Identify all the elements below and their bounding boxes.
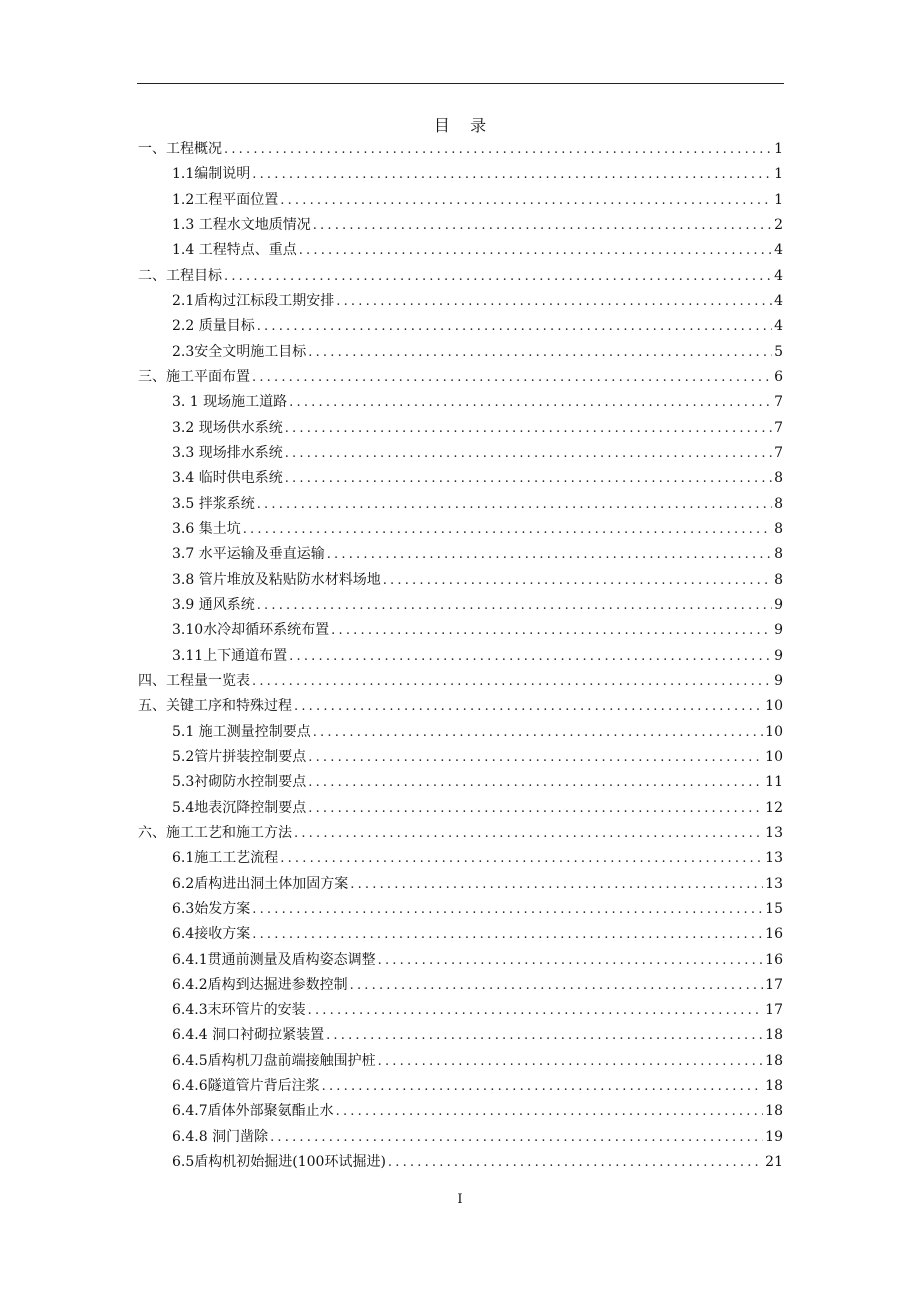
toc-entry[interactable] (138, 1049, 783, 1074)
toc-leader-dots (378, 1049, 764, 1074)
toc-leader-dots (224, 264, 772, 289)
toc-entry-page: 9 (774, 672, 783, 689)
toc-entry-label: 1.2工程平面位置 (172, 191, 279, 208)
toc-leader-dots (294, 694, 763, 719)
toc-entry-page: 10 (765, 698, 783, 715)
toc-leader-dots (313, 213, 772, 238)
toc-leader-dots (280, 846, 763, 871)
toc-leader-dots (285, 416, 772, 441)
toc-entry[interactable] (138, 872, 783, 897)
table-of-contents (138, 137, 783, 1175)
toc-entry-label: 6.4.8 洞门凿除 (172, 1128, 269, 1145)
toc-entry[interactable] (138, 720, 783, 745)
toc-entry[interactable] (138, 897, 783, 922)
toc-entry[interactable] (138, 821, 783, 846)
toc-entry-page: 17 (765, 976, 783, 993)
toc-leader-dots (280, 188, 772, 213)
toc-entry[interactable] (138, 644, 783, 669)
toc-entry-label: 3. 1 现场施工道路 (172, 394, 288, 411)
toc-entry-page: 18 (765, 1103, 783, 1120)
toc-entry-page: 9 (774, 647, 783, 664)
toc-entry[interactable] (138, 264, 783, 289)
toc-entry-page: 7 (774, 419, 783, 436)
toc-entry-page: 13 (765, 850, 783, 867)
toc-entry[interactable] (138, 441, 783, 466)
toc-entry-label: 3.8 管片堆放及粘贴防水材料场地 (172, 571, 381, 588)
toc-entry-page: 18 (765, 1078, 783, 1095)
toc-entry[interactable] (138, 340, 783, 365)
toc-leader-dots (252, 922, 763, 947)
toc-entry-page: 2 (774, 216, 783, 233)
toc-entry[interactable] (138, 137, 783, 162)
toc-leader-dots (257, 314, 772, 339)
toc-entry-label: 3.9 通风系统 (172, 596, 255, 613)
toc-entry-page: 17 (765, 1002, 783, 1019)
toc-entry[interactable] (138, 922, 783, 947)
toc-entry[interactable] (138, 492, 783, 517)
toc-entry[interactable] (138, 593, 783, 618)
toc-entry-page: 10 (765, 748, 783, 765)
toc-entry-page: 1 (774, 166, 783, 183)
toc-leader-dots (285, 441, 772, 466)
toc-entry-label: 6.5盾构机初始掘进(100环试掘进) (172, 1154, 386, 1171)
toc-entry-page: 19 (765, 1128, 783, 1145)
toc-entry[interactable] (138, 694, 783, 719)
toc-entry[interactable] (138, 796, 783, 821)
toc-entry[interactable] (138, 390, 783, 415)
toc-entry-label: 2.2 质量目标 (172, 318, 255, 335)
toc-entry-page: 7 (774, 444, 783, 461)
toc-leader-dots (285, 466, 772, 491)
page-number: I (457, 1192, 463, 1207)
toc-title: 目 录 (433, 116, 487, 135)
toc-entry[interactable] (138, 466, 783, 491)
toc-entry[interactable] (138, 1074, 783, 1099)
toc-entry-page: 1 (774, 191, 783, 208)
toc-entry-label: 6.4.5盾构机刀盘前端接触围护桩 (172, 1052, 376, 1069)
toc-leader-dots (270, 1125, 763, 1150)
toc-entry-label: 2.3安全文明施工目标 (172, 343, 307, 360)
toc-entry-page: 4 (774, 292, 783, 309)
toc-entry-label: 5.3衬砌防水控制要点 (172, 774, 307, 791)
toc-entry-page: 16 (765, 951, 783, 968)
toc-entry[interactable] (138, 770, 783, 795)
toc-leader-dots (257, 492, 772, 517)
toc-entry[interactable] (138, 289, 783, 314)
toc-entry-page: 15 (765, 900, 783, 917)
toc-entry-label: 6.4.1贯通前测量及盾构姿态调整 (172, 951, 376, 968)
toc-entry-label: 3.6 集土坑 (172, 520, 241, 537)
toc-entry-label: 5.4地表沉降控制要点 (172, 799, 307, 816)
toc-entry-label: 二、工程目标 (138, 267, 222, 284)
toc-entry-page: 18 (765, 1052, 783, 1069)
toc-entry-label: 6.4.6隧道管片背后注浆 (172, 1078, 320, 1095)
toc-entry[interactable] (138, 846, 783, 871)
toc-entry-page: 9 (774, 596, 783, 613)
toc-entry-page: 13 (765, 875, 783, 892)
toc-leader-dots (327, 542, 772, 567)
toc-leader-dots (378, 948, 764, 973)
toc-entry[interactable] (138, 1023, 783, 1048)
toc-entry-page: 4 (774, 318, 783, 335)
header-rule (137, 83, 784, 84)
toc-entry-label: 6.4.7盾体外部聚氨酯止水 (172, 1103, 334, 1120)
toc-entry[interactable] (138, 1150, 783, 1175)
toc-entry-page: 16 (765, 926, 783, 943)
toc-entry[interactable] (138, 517, 783, 542)
toc-entry[interactable] (138, 1099, 783, 1124)
toc-entry[interactable] (138, 948, 783, 973)
toc-entry-page: 8 (774, 520, 783, 537)
toc-leader-dots (299, 238, 772, 263)
toc-entry[interactable] (138, 188, 783, 213)
toc-entry-page: 18 (765, 1027, 783, 1044)
toc-leader-dots (313, 720, 763, 745)
toc-entry-label: 四、工程量一览表 (138, 672, 250, 689)
toc-entry-label: 1.4 工程特点、重点 (172, 242, 297, 259)
toc-entry[interactable] (138, 416, 783, 441)
toc-entry-label: 3.4 临时供电系统 (172, 470, 283, 487)
toc-entry-label: 5.2管片拼装控制要点 (172, 748, 307, 765)
toc-leader-dots (350, 973, 764, 998)
toc-leader-dots (252, 897, 763, 922)
toc-entry-page: 6 (774, 368, 783, 385)
toc-entry-page: 8 (774, 470, 783, 487)
toc-entry[interactable] (138, 745, 783, 770)
toc-entry-page: 4 (774, 242, 783, 259)
toc-entry-page: 8 (774, 546, 783, 563)
toc-leader-dots (331, 618, 772, 643)
toc-leader-dots (289, 644, 772, 669)
toc-entry-page: 1 (774, 141, 783, 157)
toc-leader-dots (294, 821, 763, 846)
toc-entry-page: 12 (765, 799, 783, 816)
toc-leader-dots (289, 390, 772, 415)
toc-entry-label: 三、施工平面布置 (138, 368, 250, 385)
toc-entry-label: 六、施工工艺和施工方法 (138, 824, 292, 841)
toc-entry-label: 3.5 拌浆系统 (172, 495, 255, 512)
toc-entry-label: 5.1 施工测量控制要点 (172, 723, 311, 740)
toc-entry-page: 13 (765, 824, 783, 841)
toc-entry[interactable] (138, 1125, 783, 1150)
toc-entry-label: 6.4接收方案 (172, 926, 251, 943)
toc-entry[interactable] (138, 314, 783, 339)
toc-leader-dots (322, 1074, 764, 1099)
toc-leader-dots (308, 998, 764, 1023)
toc-entry-label: 6.4.2盾构到达掘进参数控制 (172, 976, 348, 993)
toc-leader-dots (243, 517, 772, 542)
toc-entry[interactable] (138, 162, 783, 187)
toc-entry[interactable] (138, 618, 783, 643)
toc-entry-page: 21 (765, 1154, 783, 1171)
toc-entry-page: 9 (774, 622, 783, 639)
toc-leader-dots (257, 593, 772, 618)
toc-leader-dots (308, 796, 763, 821)
toc-entry-page: 8 (774, 571, 783, 588)
toc-leader-dots (388, 1150, 763, 1175)
toc-leader-dots (308, 770, 763, 795)
toc-leader-dots (383, 568, 772, 593)
toc-entry[interactable] (138, 973, 783, 998)
toc-entry-label: 3.2 现场供水系统 (172, 419, 283, 436)
toc-entry[interactable] (138, 213, 783, 238)
toc-entry-label: 3.3 现场排水系统 (172, 444, 283, 461)
toc-entry-label: 2.1盾构过江标段工期安排 (172, 292, 335, 309)
toc-entry-label: 3.10水冷却循环系统布置 (172, 622, 330, 639)
toc-entry-label: 1.1编制说明 (172, 166, 251, 183)
toc-entry[interactable] (138, 238, 783, 263)
toc-leader-dots (308, 745, 763, 770)
toc-leader-dots (326, 1023, 763, 1048)
toc-entry-page: 8 (774, 495, 783, 512)
toc-entry[interactable] (138, 669, 783, 694)
toc-leader-dots (224, 137, 772, 162)
toc-entry-label: 6.4.3末环管片的安装 (172, 1002, 306, 1019)
toc-entry[interactable] (138, 998, 783, 1023)
toc-leader-dots (350, 872, 763, 897)
toc-entry-label: 一、工程概况 (138, 141, 222, 157)
toc-entry-label: 1.3 工程水文地质情况 (172, 216, 311, 233)
toc-entry-label: 五、关键工序和特殊过程 (138, 698, 292, 715)
toc-entry-label: 6.2盾构进出洞土体加固方案 (172, 875, 349, 892)
toc-entry[interactable] (138, 542, 783, 567)
toc-entry-page: 7 (774, 394, 783, 411)
toc-leader-dots (336, 1099, 764, 1124)
toc-entry-page: 11 (765, 774, 783, 791)
toc-entry-label: 6.3始发方案 (172, 900, 251, 917)
toc-entry[interactable] (138, 365, 783, 390)
toc-entry-page: 10 (765, 723, 783, 740)
toc-entry-label: 3.7 水平运输及垂直运输 (172, 546, 325, 563)
toc-entry-label: 6.4.4 洞口衬砌拉紧装置 (172, 1027, 325, 1044)
toc-entry[interactable] (138, 568, 783, 593)
toc-entry-label: 3.11上下通道布置 (172, 647, 288, 664)
toc-leader-dots (252, 162, 772, 187)
toc-leader-dots (252, 669, 772, 694)
toc-leader-dots (252, 365, 772, 390)
toc-leader-dots (308, 340, 772, 365)
toc-entry-label: 6.1施工工艺流程 (172, 850, 279, 867)
toc-leader-dots (336, 289, 772, 314)
toc-entry-page: 4 (774, 267, 783, 284)
toc-entry-page: 5 (774, 343, 783, 360)
